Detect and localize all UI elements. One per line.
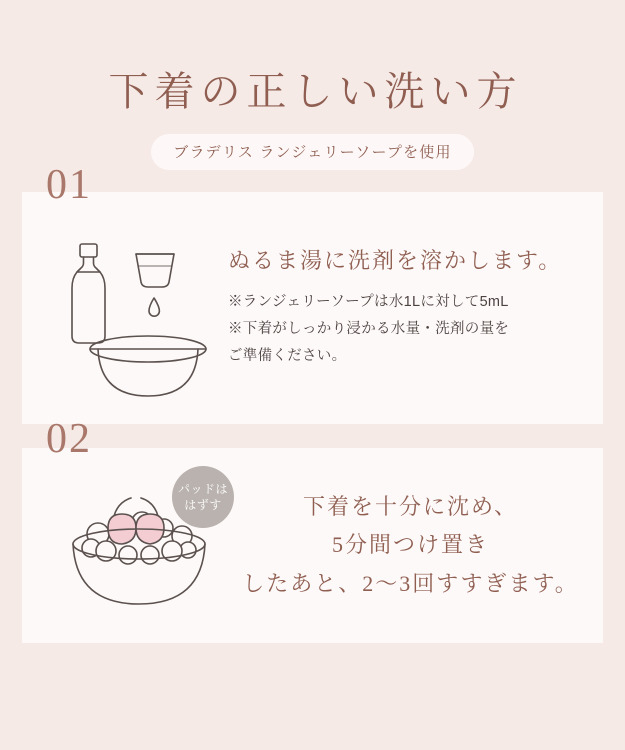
step-text-01 (228, 246, 603, 369)
step-line-02-1: 下着を十分に沈め、 (302, 493, 519, 519)
step-body-01 (22, 192, 603, 424)
step-note-01-line-1: ※ランジェリーソープは水1Lに対して5mL (228, 294, 509, 311)
step-lines-02 (236, 488, 593, 604)
pad-badge-line-1: パッドは (177, 481, 228, 496)
step-number-02: 02 (46, 416, 92, 462)
page-header (0, 0, 625, 170)
step-body-02 (22, 448, 603, 643)
step-text-02 (236, 488, 603, 604)
step-card-01 (22, 162, 603, 424)
subtitle-row (0, 134, 625, 170)
soap-bottle-and-basin-illustration (28, 208, 228, 408)
step-line-02-3: したあと、2〜3回すすぎます。 (242, 570, 579, 596)
pad-badge-line-2: はずす (184, 498, 222, 512)
page-title: 下着の正しい洗い方 (108, 69, 523, 114)
basin-with-bra-illustration (36, 456, 236, 636)
step-note-01-line-2: ※下着がしっかり浸かる水量・洗剤の量を (228, 320, 510, 337)
step-lead-01: ぬるま湯に洗剤を溶かします。 (228, 248, 563, 274)
step-card-02 (22, 416, 603, 643)
step-note-01-line-3: ご準備ください。 (228, 347, 347, 364)
step-line-02-2: 5分間つけ置き (331, 532, 489, 558)
subtitle-pill: ブラデリス ランジェリーソープを使用 (151, 134, 473, 170)
step-number-01: 01 (46, 162, 92, 208)
